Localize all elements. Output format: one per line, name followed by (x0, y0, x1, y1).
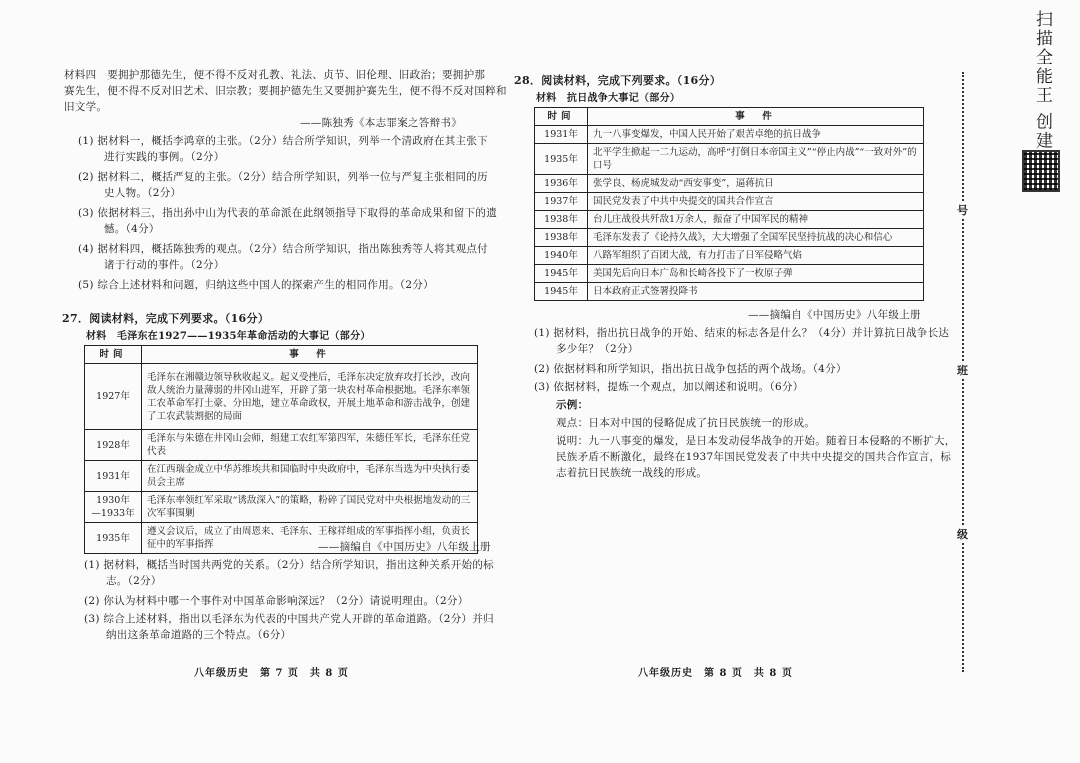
row-time: 1927年 (85, 364, 142, 430)
q26-line-7: (4) 据材料四，概括陈独秀的观点。（2分）结合所学知识，指出陈独秀等人将其观点付 (78, 243, 488, 255)
table-row (535, 193, 924, 211)
page-left (0, 0, 520, 763)
row-event: 美国先后向日本广岛和长崎各投下了一枚原子弹 (588, 265, 924, 283)
q26-line-8: 诸于行动的事件。（2分） (104, 259, 225, 271)
table-row (85, 364, 478, 430)
table-row (535, 175, 924, 193)
table-row (535, 126, 924, 144)
row-event: 九一八事变爆发，中国人民开始了艰苦卓绝的抗日战争 (588, 126, 924, 144)
qr-code-icon (1022, 150, 1060, 192)
q28-source: ——摘编自《中国历史》八年级上册 (748, 309, 921, 321)
row-time: 1945年 (535, 265, 588, 283)
margin-char-1: 号 (957, 204, 968, 217)
table-row (535, 283, 924, 301)
col-event-header: 事 件 (588, 108, 924, 126)
q26-line-2: 进行实践的事例。（2分） (104, 151, 225, 163)
row-event: 毛泽东与朱德在井冈山会师，组建工农红军第四军，朱德任军长，毛泽东任党代表 (142, 430, 478, 461)
row-event: 毛泽东率领红军采取“诱敌深入”的策略，粉碎了国民党对中央根据地发动的三次军事围剿 (142, 492, 478, 523)
margin-char-3: 级 (957, 528, 968, 541)
q27-q-line-4: (3) 综合上述材料，指出以毛泽东为代表的中国共产党人开辟的革命道路。（2分）并归 (84, 613, 494, 625)
example-explanation-2: 民族矛盾不断激化，最终在1937年国民党发表了中共中央提交的国共合作宣言，标 (556, 451, 952, 463)
q26-line-6: 憾。（4分） (104, 223, 160, 235)
q27-caption: 材料 毛泽东在1927——1935年革命活动的大事记（部分） (86, 331, 371, 342)
row-event: 北平学生掀起一二九运动，高呼“打倒日本帝国主义”“停止内战”“一致对外”的口号 (588, 144, 924, 175)
margin-char-2: 班 (957, 364, 968, 377)
row-event: 台儿庄战役共歼敌1万余人，振奋了中国军民的精神 (588, 211, 924, 229)
page-footer-left: 八年级历史 第 7 页 共 8 页 (194, 668, 349, 679)
q26-line-1: (1) 据材料一，概括李鸿章的主张。（2分）结合所学知识，列举一个清政府在其主张下 (78, 135, 488, 147)
row-event: 日本政府正式签署投降书 (588, 283, 924, 301)
row-time: 1931年 (85, 461, 142, 492)
row-event: 在江西瑞金成立中华苏维埃共和国临时中央政府中，毛泽东当选为中央执行委员会主席 (142, 461, 478, 492)
example-explanation-1: 说明：九一八事变的爆发，是日本发动侵华战争的开始。随着日本侵略的不断扩大， (556, 435, 956, 447)
binding-margin (957, 0, 1080, 763)
material-four-line-2: 赛先生，便不得不反对旧艺术、旧宗教；要拥护德先生又要拥护赛先生，便不得不反对国粹和 (64, 85, 507, 97)
q27-q-line-5: 纳出这条革命道路的三个特点。（6分） (106, 629, 292, 641)
q27-q-line-2: 志。（2分） (106, 575, 162, 587)
table-row (535, 265, 924, 283)
material-four-source: ——陈独秀《本志罪案之答辩书》 (300, 117, 462, 129)
row-event: 张学良、杨虎城发动“西安事变”，逼蒋抗日 (588, 175, 924, 193)
q28-event-table (534, 107, 924, 301)
q27-q-line-3: (2) 你认为材料中哪一个事件对中国革命影响深远？（2分）请说明理由。（2分） (84, 595, 469, 607)
row-time: 1938年 (535, 229, 588, 247)
q26-line-5: (3) 依据材料三，指出孙中山为代表的革命派在此纲领指导下取得的革命成果和留下的遗 (78, 207, 498, 219)
material-four-line-3: 旧文学。 (64, 101, 108, 113)
row-time: 1936年 (535, 175, 588, 193)
row-time: 1937年 (535, 193, 588, 211)
q26-line-9: (5) 综合上述材料和问题，归纳这些中国人的探索产生的相同作用。（2分） (78, 279, 434, 291)
table-row (535, 229, 924, 247)
table-row (85, 492, 478, 523)
q28-q-line-2: 多少年？（2分） (556, 343, 639, 355)
table-row (535, 211, 924, 229)
example-explanation-3: 志着抗日民族统一战线的形成。 (556, 467, 708, 479)
scanner-watermark: 扫描全能王 创建 (1032, 10, 1052, 151)
q26-line-3: (2) 据材料二，概括严复的主张。（2分）结合所学知识，列举一位与严复主张相同的历 (78, 171, 488, 183)
example-viewpoint: 观点：日本对中国的侵略促成了抗日民族统一的形成。 (556, 417, 816, 429)
q27-title: 27．阅读材料，完成下列要求。（16分） (62, 312, 270, 325)
q27-source: ——摘编自《中国历史》八年级上册 (318, 541, 491, 553)
row-time: 1931年 (535, 126, 588, 144)
table-header-row (535, 108, 924, 126)
table-header-row (85, 346, 478, 364)
col-event-header: 事 件 (142, 346, 478, 364)
row-event: 毛泽东发表了《论持久战》，大大增强了全国军民坚持抗战的决心和信心 (588, 229, 924, 247)
row-time: 1928年 (85, 430, 142, 461)
table-row (535, 247, 924, 265)
row-time: 1935年 (535, 144, 588, 175)
row-time: 1938年 (535, 211, 588, 229)
row-time: 1945年 (535, 283, 588, 301)
row-event: 八路军组织了百团大战，有力打击了日军侵略气焰 (588, 247, 924, 265)
row-event: 遵义会议后，成立了由周恩来、毛泽东、王稼祥组成的军事指挥小组，负责长征中的军事指挥 (142, 523, 478, 554)
q28-q-line-4: (3) 依据材料，提炼一个观点，加以阐述和说明。（6分） (534, 381, 804, 393)
q26-line-4: 史人物。（2分） (104, 187, 182, 199)
row-event: 国民党发表了中共中央提交的国共合作宣言 (588, 193, 924, 211)
col-time-header: 时间 (535, 108, 588, 126)
col-time-header: 时间 (85, 346, 142, 364)
q28-q-line-3: (2) 依据材料和所学知识，指出抗日战争包括的两个战场。（4分） (534, 363, 847, 375)
q28-caption: 材料 抗日战争大事记（部分） (536, 93, 681, 104)
row-event: 毛泽东在湘赣边领导秋收起义。起义受挫后，毛泽东决定放弃攻打长沙，改向敌人统治力量薄弱的井冈山进军，开辟了第一块农村革命根据地。毛泽东率领工农革命军打土豪、分田地，建立革命政权，开展土地革命和游击战争，创建了工农武装割据的局面 (142, 364, 478, 430)
q27-event-table (84, 345, 478, 554)
page-footer-right: 八年级历史 第 8 页 共 8 页 (638, 668, 793, 679)
table-row (85, 461, 478, 492)
row-time: 1940年 (535, 247, 588, 265)
row-time: 1935年 (85, 523, 142, 554)
page-right (514, 0, 960, 763)
material-four-line-1: 材料四 要拥护那德先生，便不得不反对孔教、礼法、贞节、旧伦理、旧政治；要拥护那 (64, 69, 486, 81)
row-time: 1930年 —1933年 (85, 492, 142, 523)
q28-title: 28．阅读材料，完成下列要求。（16分） (514, 74, 722, 87)
q27-q-line-1: (1) 据材料，概括当时国共两党的关系。（2分）结合所学知识，指出这种关系开始的标 (84, 559, 494, 571)
example-label: 示例： (556, 399, 589, 411)
q28-q-line-1: (1) 据材料，指出抗日战争的开始、结束的标志各是什么？（4分）并计算抗日战争长达 (534, 327, 950, 339)
table-row (535, 144, 924, 175)
table-row (85, 430, 478, 461)
